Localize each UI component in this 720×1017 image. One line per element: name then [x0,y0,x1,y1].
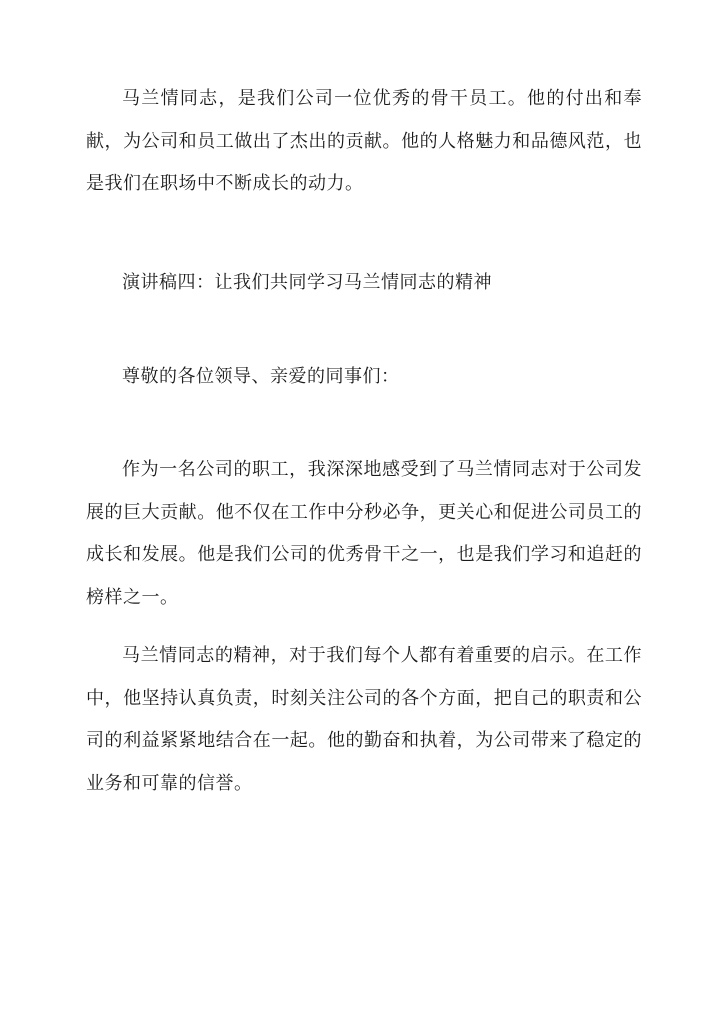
paragraph-contribution: 作为一名公司的职工，我深深地感受到了马兰情同志对于公司发展的巨大贡献。他不仅在工作中分秒必争，更关心和促进公司员工的成长和发展。他是我们公司的优秀骨干之一，也是我们学习和追赶的榜样之一。 [86,459,642,608]
paragraph-spirit: 马兰情同志的精神，对于我们每个人都有着重要的启示。在工作中，他坚持认真负责，时刻关注公司的各个方面，把自己的职责和公司的利益紧紧地结合在一起。他的勤奋和执着，为公司带来了稳定的业务和可靠的信誉。 [86,645,642,794]
salutation: 尊敬的各位领导、亲爱的同事们： [122,366,400,387]
speech-heading: 演讲稿四：让我们共同学习马兰情同志的精神 [122,272,492,293]
paragraph-intro: 马兰情同志，是我们公司一位优秀的骨干员工。他的付出和奉献，为公司和员工做出了杰出的贡献。他的人格魅力和品德风范，也是我们在职场中不断成长的动力。 [86,88,642,194]
